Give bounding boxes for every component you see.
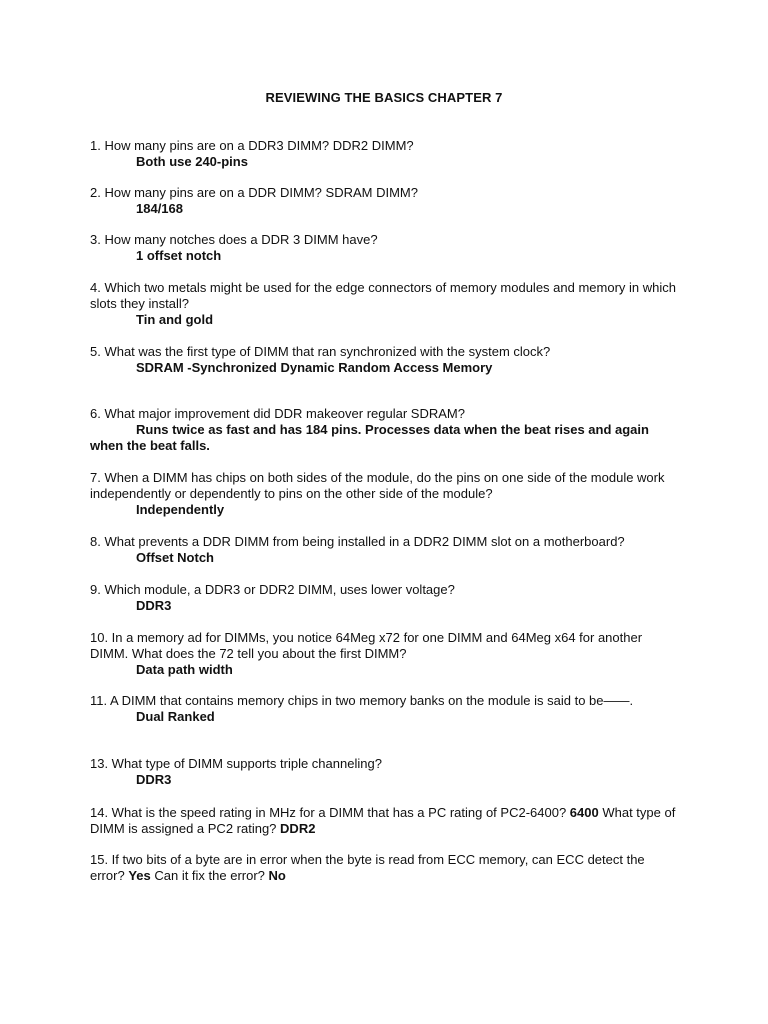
answer-3: 1 offset notch xyxy=(136,248,222,263)
question-13: 13. What type of DIMM supports triple channeling? xyxy=(90,756,382,771)
answer-4: Tin and gold xyxy=(136,312,214,327)
question-3: 3. How many notches does a DDR 3 DIMM have? xyxy=(90,232,378,247)
qa-item-1 xyxy=(90,138,680,170)
qa-item-15 xyxy=(90,852,680,884)
question-6: 6. What major improvement did DDR makeover regular SDRAM? xyxy=(90,406,465,421)
qa-item-3 xyxy=(90,232,680,264)
question-4: 4. Which two metals might be used for the edge connectors of memory modules and memory in which slots they install? xyxy=(90,280,676,311)
qa-item-13 xyxy=(90,756,680,788)
question-15-part2: Can it fix the error? xyxy=(154,868,265,883)
question-9: 9. Which module, a DDR3 or DDR2 DIMM, uses lower voltage? xyxy=(90,582,455,597)
qa-item-8 xyxy=(90,534,680,566)
answer-13: DDR3 xyxy=(136,772,172,787)
answer-14-part2: DDR2 xyxy=(280,821,316,836)
document-title: REVIEWING THE BASICS CHAPTER 7 xyxy=(265,90,503,105)
qa-item-4 xyxy=(90,280,680,328)
question-11: 11. A DIMM that contains memory chips in two memory banks on the module is said to be——. xyxy=(90,693,634,708)
answer-10: Data path width xyxy=(136,662,233,677)
qa-item-5 xyxy=(90,344,680,376)
qa-item-14 xyxy=(90,805,680,837)
answer-1: Both use 240-pins xyxy=(136,154,248,169)
answer-15-part1: Yes xyxy=(128,868,151,883)
answer-14-part1: 6400 xyxy=(569,805,599,820)
qa-item-7 xyxy=(90,470,680,518)
question-15-part1: 15. If two bits of a byte are in error when the byte is read from ECC memory, can ECC detect the error? xyxy=(90,852,645,883)
question-14-part2: What type of DIMM is assigned a PC2 rating? xyxy=(90,805,676,836)
answer-6: Runs twice as fast and has 184 pins. Processes data when the beat rises and again when the beat falls. xyxy=(90,422,649,453)
question-5: 5. What was the first type of DIMM that ran synchronized with the system clock? xyxy=(90,344,551,359)
question-10: 10. In a memory ad for DIMMs, you notice 64Meg x72 for one DIMM and 64Meg x64 for another DIMM. What does the 72 tell you about the first DIMM? xyxy=(90,630,643,661)
question-8: 8. What prevents a DDR DIMM from being installed in a DDR2 DIMM slot on a motherboard? xyxy=(90,534,625,549)
answer-15-part2: No xyxy=(268,868,286,883)
question-14-part1: 14. What is the speed rating in MHz for a DIMM that has a PC rating of PC2-6400? xyxy=(90,805,567,820)
answer-9: DDR3 xyxy=(136,598,172,613)
qa-item-6 xyxy=(90,406,680,454)
answer-8: Offset Notch xyxy=(136,550,214,565)
qa-item-11 xyxy=(90,693,680,725)
question-1: 1. How many pins are on a DDR3 DIMM? DDR2 DIMM? xyxy=(90,138,414,153)
answer-7: Independently xyxy=(136,502,225,517)
qa-item-10 xyxy=(90,630,680,678)
qa-item-9 xyxy=(90,582,680,614)
answer-2: 184/168 xyxy=(136,201,183,216)
answer-5: SDRAM -Synchronized Dynamic Random Access Memory xyxy=(136,360,493,375)
qa-item-2 xyxy=(90,185,680,217)
question-7: 7. When a DIMM has chips on both sides of the module, do the pins on one side of the module work independently or dependently to pins on the other side of the module? xyxy=(90,470,665,501)
answer-11: Dual Ranked xyxy=(136,709,215,724)
question-2: 2. How many pins are on a DDR DIMM? SDRAM DIMM? xyxy=(90,185,418,200)
